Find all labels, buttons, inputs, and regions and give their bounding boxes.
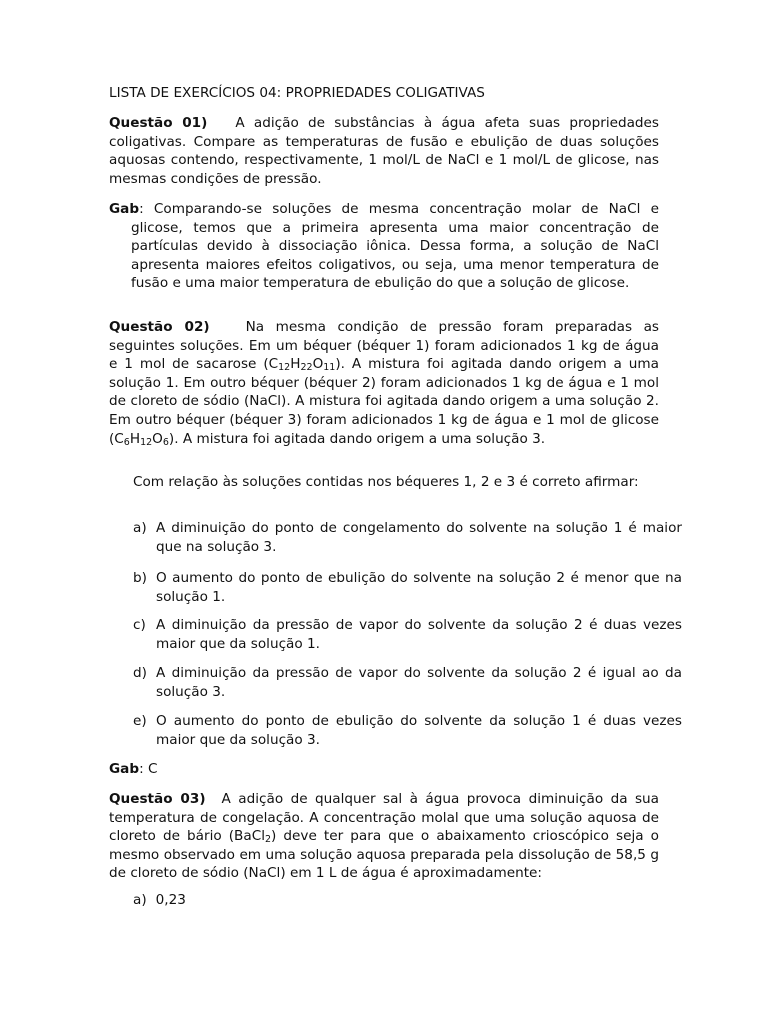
option-text: A diminuição da pressão de vapor do solvente da solução 2 é duas vezes maior que da solução 1. [156, 617, 682, 652]
subscript: 2 [264, 834, 272, 846]
question-03-statement [109, 790, 659, 883]
question-01-text: A adição de substâncias à água afeta suas propriedades coligativas. Compare as temperaturas de fusão e ebulição de duas soluções aquosas contendo, respectivamente, 1 mol/L de NaCl e 1 mol/L de glicose, nas mesmas condições de pressão. [109, 115, 659, 187]
question-01-answer-text [109, 200, 659, 293]
question-02-answer [109, 760, 659, 779]
question-03-text-part: ) deve ter para que o abaixamento crioscópico seja o mesmo observado em uma solução aquosa preparada pela dissolução de 58,5 g de cloreto de sódio (NaCl) em 1 L de água é aproximadamente: [109, 828, 659, 882]
question-03-label: Questão 03) [109, 791, 206, 807]
option-letter: a) [133, 520, 147, 536]
question-03-option-a [133, 891, 186, 910]
option-b [133, 569, 682, 606]
formula-element: H [290, 356, 301, 373]
option-letter: b) [133, 570, 147, 586]
subscript: 22 [300, 362, 313, 374]
question-03 [109, 790, 659, 883]
option-c [133, 616, 682, 653]
question-01-label: Questão 01) [109, 115, 208, 131]
question-01 [109, 114, 659, 188]
question-02-statement [109, 318, 659, 448]
option-e [133, 712, 682, 749]
option-text: A diminuição do ponto de congelamento do solvente na solução 1 é maior que na solução 3. [156, 520, 682, 555]
page-title: LISTA DE EXERCÍCIOS 04: PROPRIEDADES COLIGATIVAS [109, 85, 485, 101]
option-d [133, 664, 682, 701]
subscript: 12 [140, 436, 153, 448]
question-02-text-part: ). A mistura foi agitada dando origem a uma solução 1. Em outro béquer (béquer 2) foram adicionados 1 kg de água e 1 mol de cloreto de sódio (NaCl). A mistura foi agitada dando origem a uma solução 2. Em outro béquer (béquer 3) foram adicionados 1 kg de água e 1 mol de glicose (C [109, 356, 659, 447]
question-02 [109, 318, 659, 448]
option-letter: c) [133, 617, 146, 633]
question-01-answer [109, 200, 659, 293]
option-a [133, 519, 682, 556]
option-letter: e) [133, 713, 147, 729]
option-text: O aumento do ponto de ebulição do solvente na solução 2 é menor que na solução 1. [156, 570, 682, 605]
subscript: 6 [162, 436, 169, 448]
formula-element: O [312, 356, 324, 373]
question-02-answer-text [109, 760, 659, 779]
answer-label: Gab [109, 201, 140, 217]
question-02-intro: Com relação às soluções contidas nos béqueres 1, 2 e 3 é correto afirmar: [133, 474, 639, 490]
formula-element: O [152, 430, 163, 447]
answer-label: Gab [109, 761, 140, 777]
option-text: O aumento do ponto de ebulição do solvente da solução 1 é duas vezes maior que da solução 3. [156, 713, 682, 748]
answer-body: : C [139, 761, 158, 777]
question-03-text-part: A adição de qualquer sal à água provoca diminuição da sua temperatura de congelação. A concentração molal que uma solução aquosa de cloreto de bário (BaCl [109, 791, 659, 845]
question-02-text-part: Na mesma condição de pressão foram preparadas as seguintes soluções. Em um béquer (béquer 1) foram adicionados 1 kg de água e 1 mol de sacarose (C [109, 319, 660, 373]
subscript: 12 [278, 362, 291, 374]
question-02-label: Questão 02) [109, 319, 210, 335]
subscript: 11 [323, 362, 336, 374]
question-02-text-part: ). A mistura foi agitada dando origem a uma solução 3. [168, 430, 546, 447]
option-letter: a) [133, 892, 147, 908]
option-text: 0,23 [155, 892, 186, 908]
subscript: 6 [123, 436, 130, 448]
option-text: A diminuição da pressão de vapor do solvente da solução 2 é igual ao da solução 3. [156, 665, 682, 700]
option-letter: d) [133, 665, 147, 681]
formula-element: H [129, 430, 141, 447]
question-01-statement [109, 114, 659, 188]
answer-body: : Comparando-se soluções de mesma concentração molar de NaCl e glicose, temos que a primeira apresenta uma maior concentração de partículas devido à dissociação iônica. Dessa forma, a solução de NaCl apresenta maiores efeitos coligativos, ou seja, uma menor temperatura de fusão e uma maior temperatura de ebulição do que a solução de glicose. [131, 201, 659, 292]
